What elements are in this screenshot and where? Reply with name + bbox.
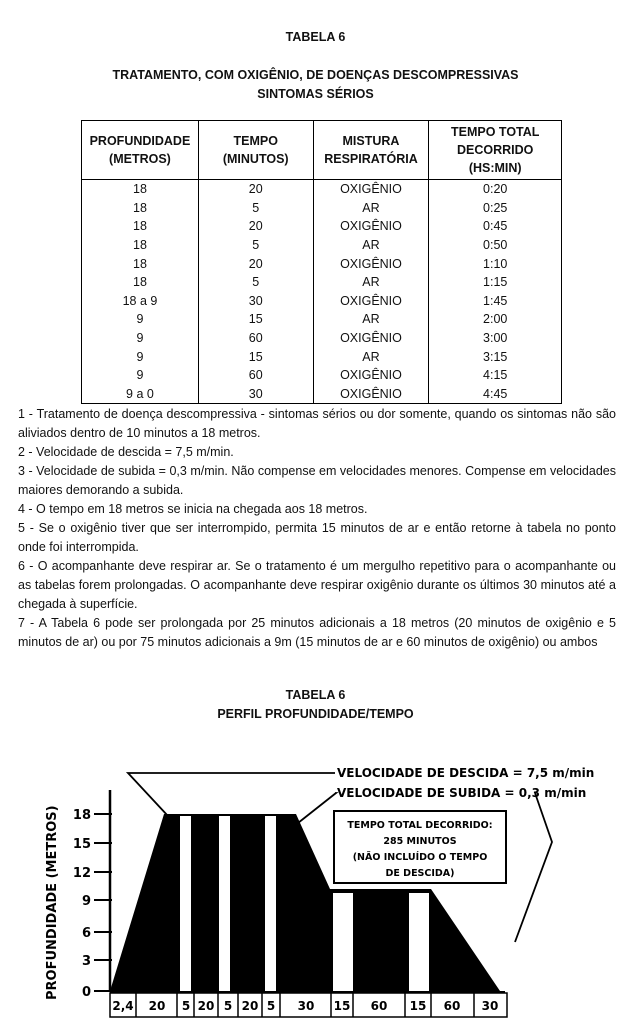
- x-seg-1: 20: [148, 999, 166, 1013]
- y-tick-18: 18: [72, 808, 91, 823]
- cell-profundidade: 9: [82, 310, 199, 329]
- cell-mistura: OXIGÊNIO: [313, 292, 429, 311]
- x-seg-4: 5: [223, 999, 233, 1013]
- cell-mistura: AR: [313, 199, 429, 218]
- y-tick-6: 6: [81, 926, 91, 941]
- cell-tempo-total: 4:15: [429, 366, 562, 385]
- cell-tempo-total: 1:15: [429, 273, 562, 292]
- x-seg-11: 60: [443, 999, 461, 1013]
- cell-mistura: AR: [313, 347, 429, 366]
- cell-profundidade: 9: [82, 347, 199, 366]
- stripe-air-1: [180, 816, 191, 991]
- table-header-row: [82, 121, 562, 180]
- cell-tempo: 5: [198, 199, 313, 218]
- cell-tempo: 30: [198, 385, 313, 404]
- note-item: 2 - Velocidade de descida = 7,5 m/min.: [18, 445, 234, 459]
- table-row: [82, 236, 562, 255]
- cell-tempo-total: 4:45: [429, 385, 562, 404]
- cell-mistura: OXIGÊNIO: [313, 329, 429, 348]
- note-item: 1 - Tratamento de doença descompressiva - sintomas sérios ou dor somente, quando os sintomas não são aliviados dentro de 10 minutos a 18 metros.: [18, 407, 616, 440]
- cell-tempo-total: 0:25: [429, 199, 562, 218]
- box-pointer: [515, 793, 552, 942]
- table-row: [82, 347, 562, 366]
- cell-tempo-total: 0:45: [429, 217, 562, 236]
- cell-tempo-total: 1:45: [429, 292, 562, 311]
- x-seg-2: 5: [181, 999, 191, 1013]
- table-row: [82, 199, 562, 218]
- y-tick-9: 9: [81, 894, 91, 909]
- cell-profundidade: 18: [82, 217, 199, 236]
- table-row: [82, 180, 562, 199]
- cell-tempo: 15: [198, 310, 313, 329]
- box-line-2: 285 MINUTOS: [383, 836, 457, 847]
- cell-profundidade: 9: [82, 329, 199, 348]
- cell-tempo: 30: [198, 292, 313, 311]
- header-profundidade: PROFUNDIDADE (METROS): [82, 121, 199, 180]
- table-row: [82, 254, 562, 273]
- box-line-4: DE DESCIDA): [385, 868, 455, 879]
- note-item: 6 - O acompanhante deve respirar ar. Se o tratamento é um mergulho repetitivo para o acompanhante ou as tabelas forem prolongadas. O acompanhante deve respirar oxigênio durante os últimos 30 minutos até a chegada à superfície.: [18, 559, 616, 611]
- cell-tempo-total: 3:15: [429, 347, 562, 366]
- cell-mistura: OXIGÊNIO: [313, 385, 429, 404]
- label-descida: VELOCIDADE DE DESCIDA = 7,5 m/min: [337, 766, 595, 780]
- treatment-table: [81, 120, 562, 404]
- figure-subtitle: PERFIL PROFUNDIDADE/TEMPO: [217, 707, 414, 721]
- figure-title: TABELA 6: [285, 688, 346, 702]
- y-tick-12: 12: [72, 866, 91, 881]
- cell-tempo-total: 0:50: [429, 236, 562, 255]
- notes-list: [18, 405, 616, 652]
- cell-tempo: 60: [198, 329, 313, 348]
- cell-tempo-total: 0:20: [429, 180, 562, 199]
- table-row: [82, 329, 562, 348]
- y-tick-15: 15: [72, 837, 91, 852]
- y-tick-0: 0: [81, 985, 91, 1000]
- box-line-1: TEMPO TOTAL DECORRIDO:: [347, 820, 493, 831]
- x-seg-9: 60: [370, 999, 388, 1013]
- stripe-air-3: [265, 816, 276, 991]
- cell-mistura: OXIGÊNIO: [313, 366, 429, 385]
- note-item: 4 - O tempo em 18 metros se inicia na chegada aos 18 metros.: [18, 502, 368, 516]
- cell-tempo: 20: [198, 180, 313, 199]
- cell-mistura: AR: [313, 236, 429, 255]
- cell-tempo: 20: [198, 217, 313, 236]
- table-row: [82, 385, 562, 404]
- y-axis-label: PROFUNDIDADE (METROS): [45, 805, 60, 1000]
- x-seg-10: 15: [409, 999, 427, 1013]
- cell-tempo-total: 2:00: [429, 310, 562, 329]
- depth-time-profile: [0, 730, 631, 1036]
- box-line-3: (NÃO INCLUÍDO O TEMPO: [352, 852, 488, 863]
- stripe-air-4: [333, 893, 353, 991]
- cell-mistura: OXIGÊNIO: [313, 254, 429, 273]
- cell-profundidade: 18: [82, 180, 199, 199]
- x-seg-0: 2,4: [112, 999, 134, 1013]
- descida-pointer: [128, 773, 335, 816]
- note-item: 3 - Velocidade de subida = 0,3 m/min. Não compense em velocidades menores. Compense em velocidades maiores demorando a subida.: [18, 464, 616, 497]
- stripe-air-2: [219, 816, 230, 991]
- cell-tempo: 15: [198, 347, 313, 366]
- cell-tempo: 5: [198, 236, 313, 255]
- cell-mistura: AR: [313, 273, 429, 292]
- cell-profundidade: 18 a 9: [82, 292, 199, 311]
- cell-profundidade: 18: [82, 199, 199, 218]
- y-tick-labels: [73, 808, 91, 1000]
- cell-profundidade: 18: [82, 236, 199, 255]
- cell-tempo-total: 1:10: [429, 254, 562, 273]
- table-subtitle: TRATAMENTO, COM OXIGÊNIO, DE DOENÇAS DESCOMPRESSIVAS: [112, 68, 519, 82]
- cell-profundidade: 9: [82, 366, 199, 385]
- table-row: [82, 310, 562, 329]
- header-tempo-total: TEMPO TOTAL DECORRIDO (HS:MIN): [429, 121, 562, 180]
- cell-tempo: 5: [198, 273, 313, 292]
- cell-mistura: OXIGÊNIO: [313, 217, 429, 236]
- table-row: [82, 273, 562, 292]
- note-item: 7 - A Tabela 6 pode ser prolongada por 25 minutos adicionais a 18 metros (20 minutos de oxigênio e 5 minutos de ar) ou por 75 minutos adicionais a 9m (15 minutos de ar e 60 minutos de oxigênio) ou ambos: [18, 616, 616, 649]
- cell-mistura: OXIGÊNIO: [313, 180, 429, 199]
- table-row: [82, 217, 562, 236]
- x-seg-5: 20: [241, 999, 259, 1013]
- cell-mistura: AR: [313, 310, 429, 329]
- table-row: [82, 366, 562, 385]
- cell-profundidade: 9 a 0: [82, 385, 199, 404]
- table-title: TABELA 6: [285, 30, 346, 44]
- cell-profundidade: 18: [82, 273, 199, 292]
- header-mistura: MISTURA RESPIRATÓRIA: [313, 121, 429, 180]
- x-seg-6: 5: [266, 999, 276, 1013]
- cell-tempo: 20: [198, 254, 313, 273]
- subida-pointer: [298, 793, 336, 823]
- label-subida: VELOCIDADE DE SUBIDA = 0,3 m/min: [337, 786, 587, 800]
- cell-tempo: 60: [198, 366, 313, 385]
- y-tick-3: 3: [81, 954, 91, 969]
- x-seg-3: 20: [197, 999, 215, 1013]
- stripe-air-5: [409, 893, 429, 991]
- x-seg-12: 30: [481, 999, 499, 1013]
- cell-profundidade: 18: [82, 254, 199, 273]
- x-seg-8: 15: [333, 999, 351, 1013]
- header-tempo: TEMPO (MINUTOS): [198, 121, 313, 180]
- table-subtitle-2: SINTOMAS SÉRIOS: [257, 87, 374, 101]
- note-item: 5 - Se o oxigênio tiver que ser interrompido, permita 15 minutos de ar e então retorne à tabela no ponto onde foi interrompida.: [18, 521, 616, 554]
- table-row: [82, 292, 562, 311]
- cell-tempo-total: 3:00: [429, 329, 562, 348]
- x-seg-7: 30: [297, 999, 315, 1013]
